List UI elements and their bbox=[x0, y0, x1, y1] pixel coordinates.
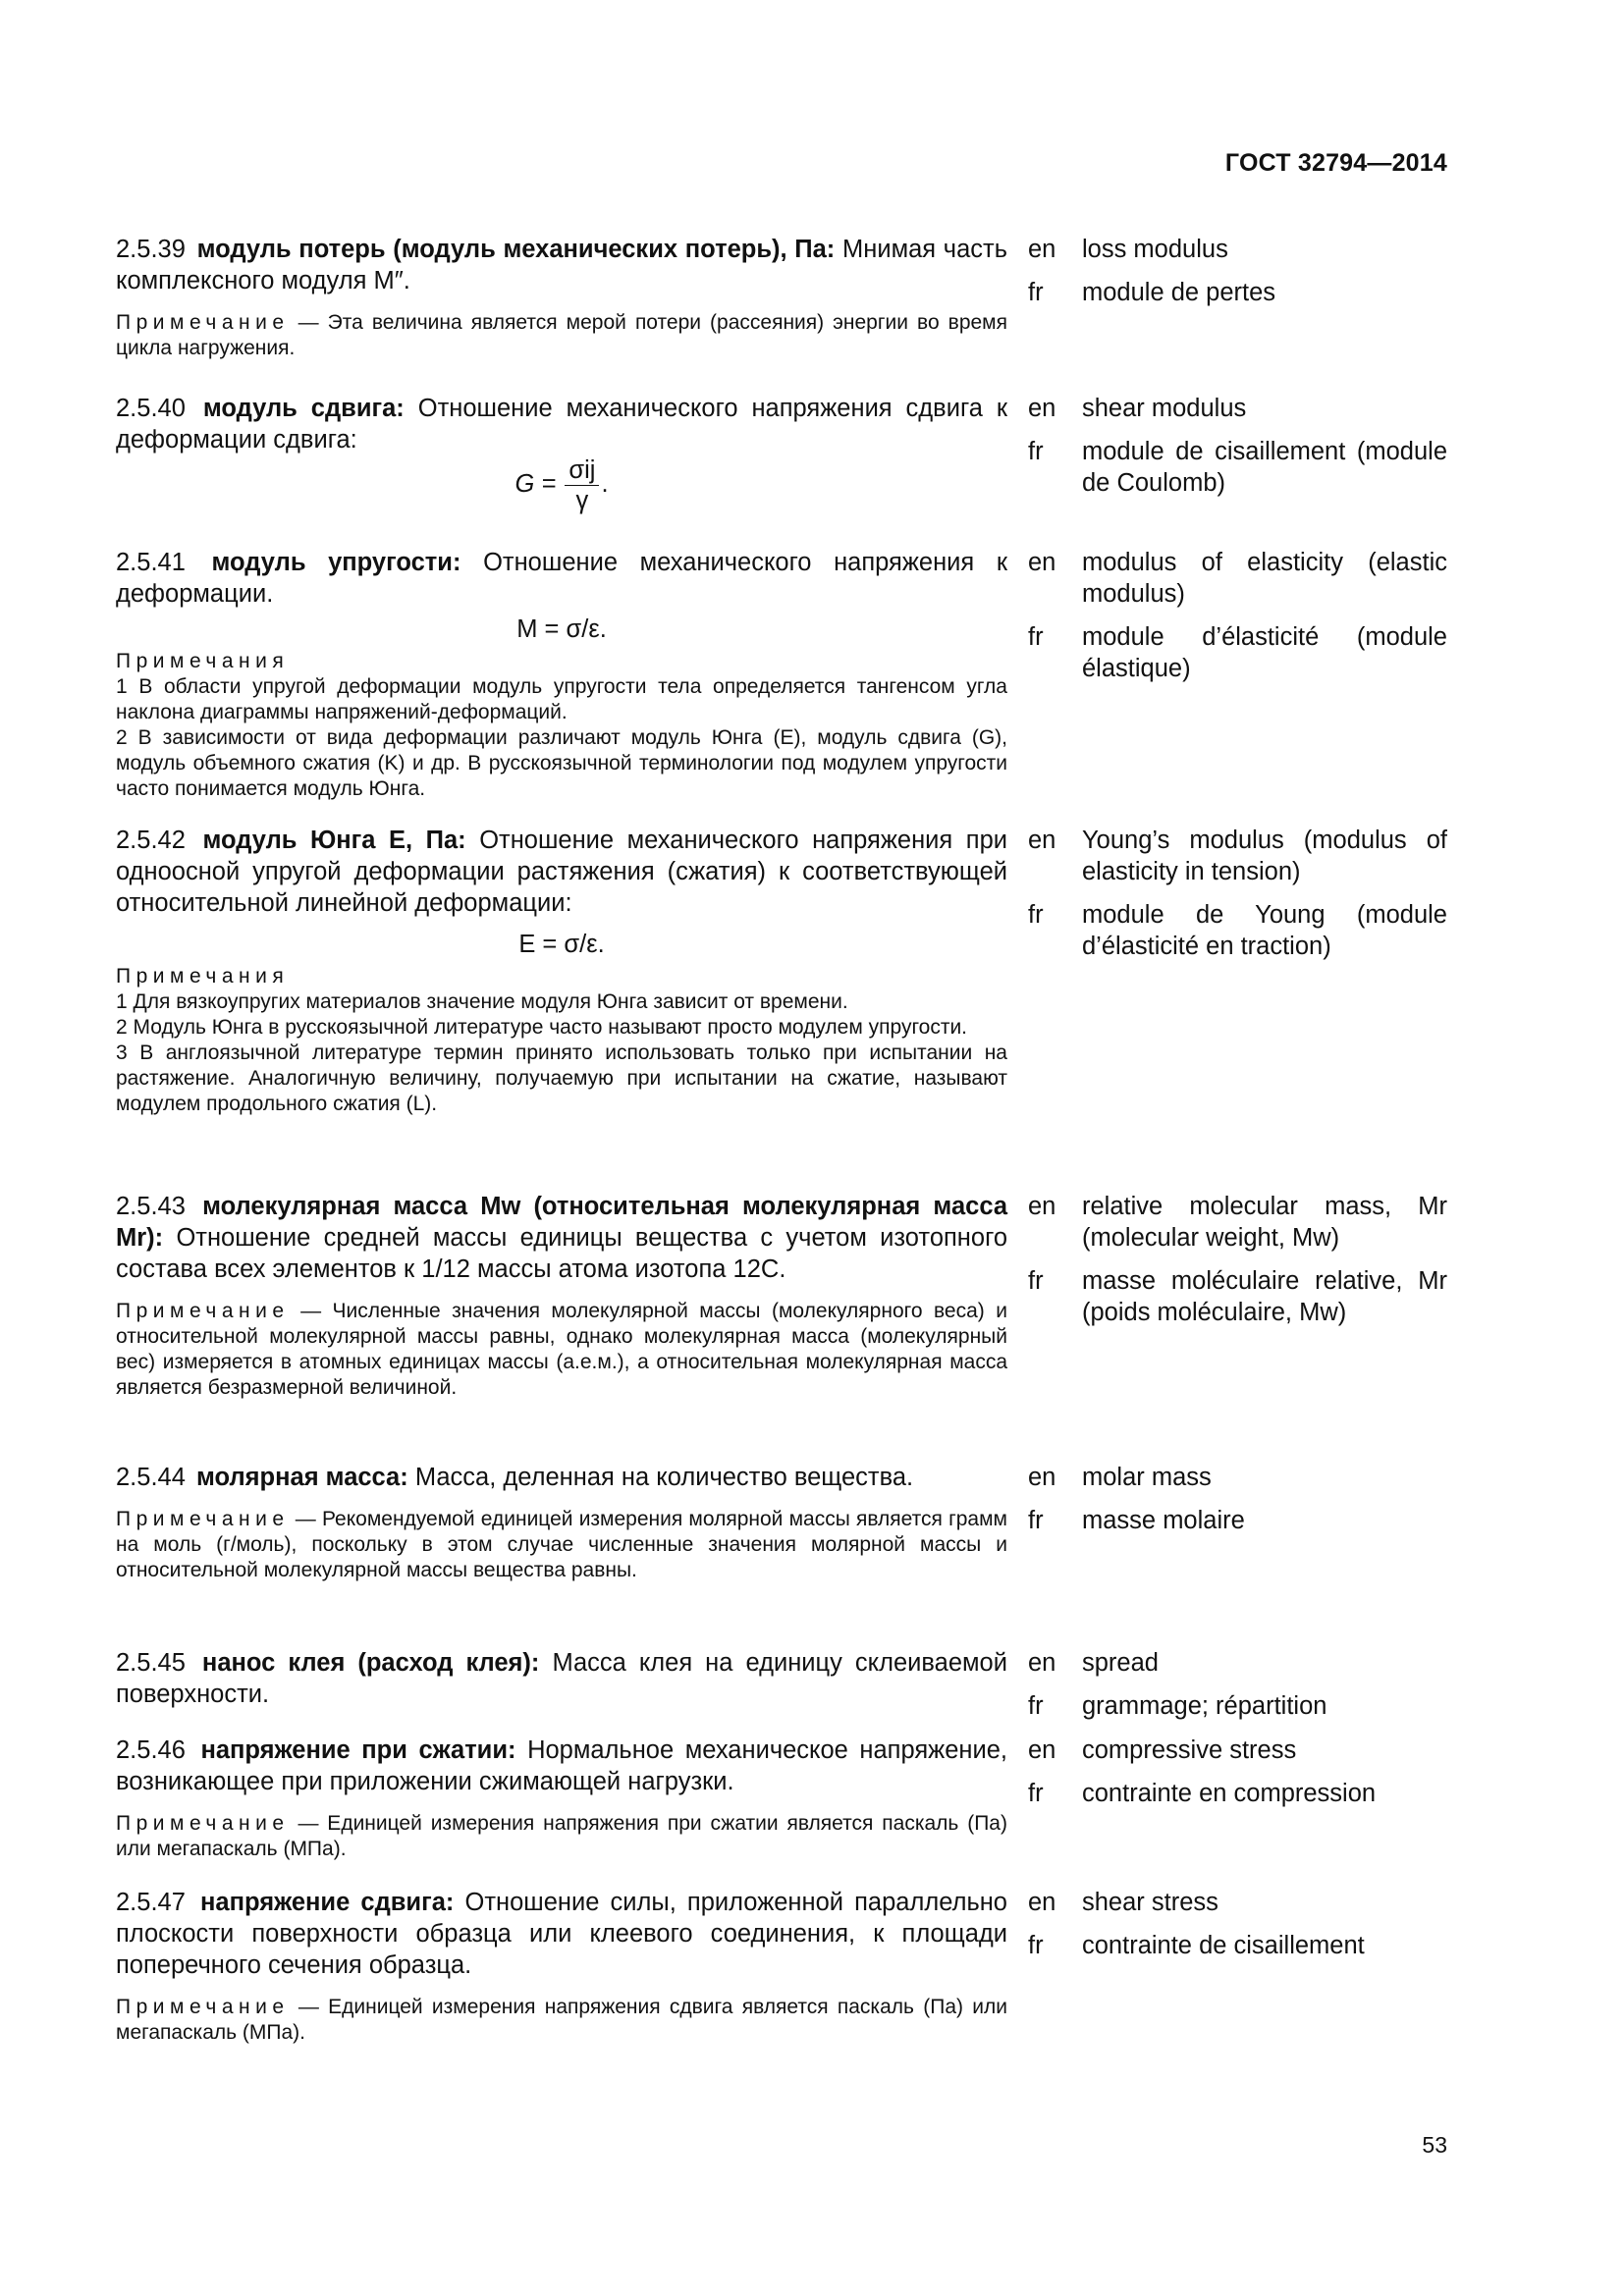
entry-number: 2.5.43 bbox=[116, 1193, 186, 1220]
entry-definition: Отношение механического напряжения к деформации. bbox=[116, 549, 1007, 608]
lang-en: en bbox=[1028, 1889, 1056, 1916]
entry-term: молярная масса: bbox=[196, 1464, 408, 1491]
entry-number: 2.5.44 bbox=[116, 1464, 186, 1491]
note-heading: Примечание bbox=[116, 1300, 290, 1322]
lang-fr: fr bbox=[1028, 623, 1044, 651]
note-heading: Примечания bbox=[116, 650, 290, 672]
term-fr: grammage; répartition bbox=[1082, 1692, 1327, 1720]
formula-young-modulus: E = σ/ε. bbox=[518, 931, 605, 958]
formula-elastic-modulus: M = σ/ε. bbox=[516, 615, 607, 643]
note-text: — Эта величина является мерой потери (рассеяния) энергии во время цикла нагружения. bbox=[116, 311, 1007, 359]
entry-term: модуль потерь (модуль механических потерь), Па: bbox=[196, 236, 836, 263]
entry-number: 2.5.47 bbox=[116, 1889, 186, 1916]
entry-number: 2.5.40 bbox=[116, 395, 186, 422]
entry-definition: Отношение средней массы единицы вещества с учетом изотопного состава всех элементов к 1/12 массы атома изотопа 12C. bbox=[116, 1224, 1007, 1283]
entry-definition: Масса клея на единицу склеиваемой поверхности. bbox=[116, 1649, 1007, 1708]
entry-definition: Масса, деленная на количество вещества. bbox=[414, 1464, 914, 1491]
term-fr: contrainte de cisaillement bbox=[1082, 1932, 1365, 1959]
lang-fr: fr bbox=[1028, 1780, 1044, 1807]
entry-definition: Мнимая часть комплексного модуля M″. bbox=[116, 236, 1007, 294]
term-fr: module d’élasticité (module élastique) bbox=[1082, 623, 1447, 682]
term-fr: module de cisaillement (module de Coulomb) bbox=[1082, 438, 1447, 497]
formula-denominator: γ bbox=[575, 487, 589, 514]
term-fr: contrainte en compression bbox=[1082, 1780, 1377, 1807]
note-text: — Единицей измерения напряжения сдвига является паскаль (Па) или мегапаскаль (МПа). bbox=[116, 1996, 1007, 2044]
term-en: shear modulus bbox=[1082, 395, 1247, 422]
term-en: relative molecular mass, Mr (molecular weight, Mw) bbox=[1082, 1193, 1447, 1252]
entry-number: 2.5.42 bbox=[116, 827, 186, 854]
note-heading: Примечание bbox=[116, 1812, 290, 1835]
note-text: — Численные значения молекулярной массы (молекулярного веса) и относительной молекулярной массы равны, однако молекулярная масса (молекулярный вес) измеряется в атомных единицах массы (а.е.м.), а относительная молекулярная масса является безразмерной величиной. bbox=[116, 1300, 1007, 1399]
note-heading: Примечание bbox=[116, 311, 290, 334]
lang-en: en bbox=[1028, 1649, 1056, 1677]
lang-en: en bbox=[1028, 1736, 1056, 1764]
formula-fraction bbox=[565, 455, 599, 515]
entry-definition: Отношение механического напряжения сдвига к деформации сдвига: bbox=[116, 395, 1007, 454]
entry-term: напряжение сдвига: bbox=[200, 1889, 455, 1916]
note-item: 1 Для вязкоупругих материалов значение модуля Юнга зависит от времени. bbox=[116, 990, 848, 1013]
term-fr: masse moléculaire relative, Mr (poids moléculaire, Mw) bbox=[1082, 1267, 1447, 1326]
lang-fr: fr bbox=[1028, 1692, 1044, 1720]
entry-term: молекулярная масса Mw (относительная молекулярная масса Mr): bbox=[116, 1193, 1007, 1252]
term-en: compressive stress bbox=[1082, 1736, 1297, 1764]
term-fr: module de pertes bbox=[1082, 279, 1276, 306]
note-heading: Примечание bbox=[116, 1508, 290, 1530]
entry-definition: Отношение механического напряжения при одноосной упругой деформации растяжения (сжатия) к соответствующей относительной линейной деформации: bbox=[116, 827, 1007, 917]
lang-en: en bbox=[1028, 1193, 1056, 1220]
entry-definition: Отношение силы, приложенной параллельно плоскости поверхности образца или клеевого соединения, к площади поперечного сечения образца. bbox=[116, 1889, 1007, 1979]
entry-number: 2.5.45 bbox=[116, 1649, 186, 1677]
entry-term: модуль Юнга E, Па: bbox=[202, 827, 466, 854]
document-header: ГОСТ 32794—2014 bbox=[1224, 149, 1447, 177]
term-en: loss modulus bbox=[1082, 236, 1228, 263]
lang-en: en bbox=[1028, 549, 1056, 576]
term-fr: module de Young (module d’élasticité en traction) bbox=[1082, 901, 1447, 960]
lang-fr: fr bbox=[1028, 438, 1044, 465]
note-text: — Рекомендуемой единицей измерения молярной массы является грамм на моль (г/моль), поскольку в этом случае численные значения молярной массы и относительной молекулярной массы вещества равны. bbox=[116, 1508, 1007, 1581]
term-en: molar mass bbox=[1082, 1464, 1212, 1491]
entry-number: 2.5.41 bbox=[116, 549, 186, 576]
lang-en: en bbox=[1028, 236, 1056, 263]
term-en: spread bbox=[1082, 1649, 1159, 1677]
note-heading: Примечание bbox=[116, 1996, 290, 2018]
entry-number: 2.5.46 bbox=[116, 1736, 186, 1764]
note-heading: Примечания bbox=[116, 965, 290, 988]
lang-fr: fr bbox=[1028, 901, 1044, 929]
lang-fr: fr bbox=[1028, 1507, 1044, 1534]
term-en: Young’s modulus (modulus of elasticity in tension) bbox=[1082, 827, 1447, 885]
lang-fr: fr bbox=[1028, 279, 1044, 306]
formula-shear-modulus: G = $\frac{\text{σij}}{\gamma}$ . bbox=[514, 456, 609, 514]
entry-term: напряжение при сжатии: bbox=[200, 1736, 516, 1764]
note-item: 3 В англоязычной литературе термин принято использовать только при испытании на растяжение. Аналогичную величину, получаемую при испытании на сжатие, называют модулем продольного сжатия (L). bbox=[116, 1041, 1007, 1115]
note-item: 2 В зависимости от вида деформации различают модуль Юнга (E), модуль сдвига (G), модуль объемного сжатия (K) и др. В русскоязычной терминологии под модулем упругости часто понимается модуль Юнга. bbox=[116, 726, 1007, 800]
lang-fr: fr bbox=[1028, 1267, 1044, 1295]
entry-term: модуль сдвига: bbox=[202, 395, 405, 422]
note-item: 1 В области упругой деформации модуль упругости тела определяется тангенсом угла наклона диаграммы напряжений-деформаций. bbox=[116, 675, 1007, 723]
term-en: shear stress bbox=[1082, 1889, 1218, 1916]
lang-en: en bbox=[1028, 827, 1056, 854]
term-en: modulus of elasticity (elastic modulus) bbox=[1082, 549, 1447, 608]
formula-lhs: G = bbox=[514, 470, 557, 499]
page-number: 53 bbox=[1422, 2132, 1447, 2158]
formula-numerator: σij bbox=[565, 455, 599, 486]
lang-en: en bbox=[1028, 1464, 1056, 1491]
lang-fr: fr bbox=[1028, 1932, 1044, 1959]
entry-number: 2.5.39 bbox=[116, 236, 186, 263]
note-item: 2 Модуль Юнга в русскоязычной литературе часто называют просто модулем упругости. bbox=[116, 1016, 968, 1039]
entry-term: модуль упругости: bbox=[211, 549, 461, 576]
note-text: — Единицей измерения напряжения при сжатии является паскаль (Па) или мегапаскаль (МПа). bbox=[116, 1812, 1007, 1860]
entry-term: нанос клея (расход клея): bbox=[201, 1649, 540, 1677]
lang-en: en bbox=[1028, 395, 1056, 422]
entry-definition: Нормальное механическое напряжение, возникающее при приложении сжимающей нагрузки. bbox=[116, 1736, 1007, 1795]
term-fr: masse molaire bbox=[1082, 1507, 1245, 1534]
